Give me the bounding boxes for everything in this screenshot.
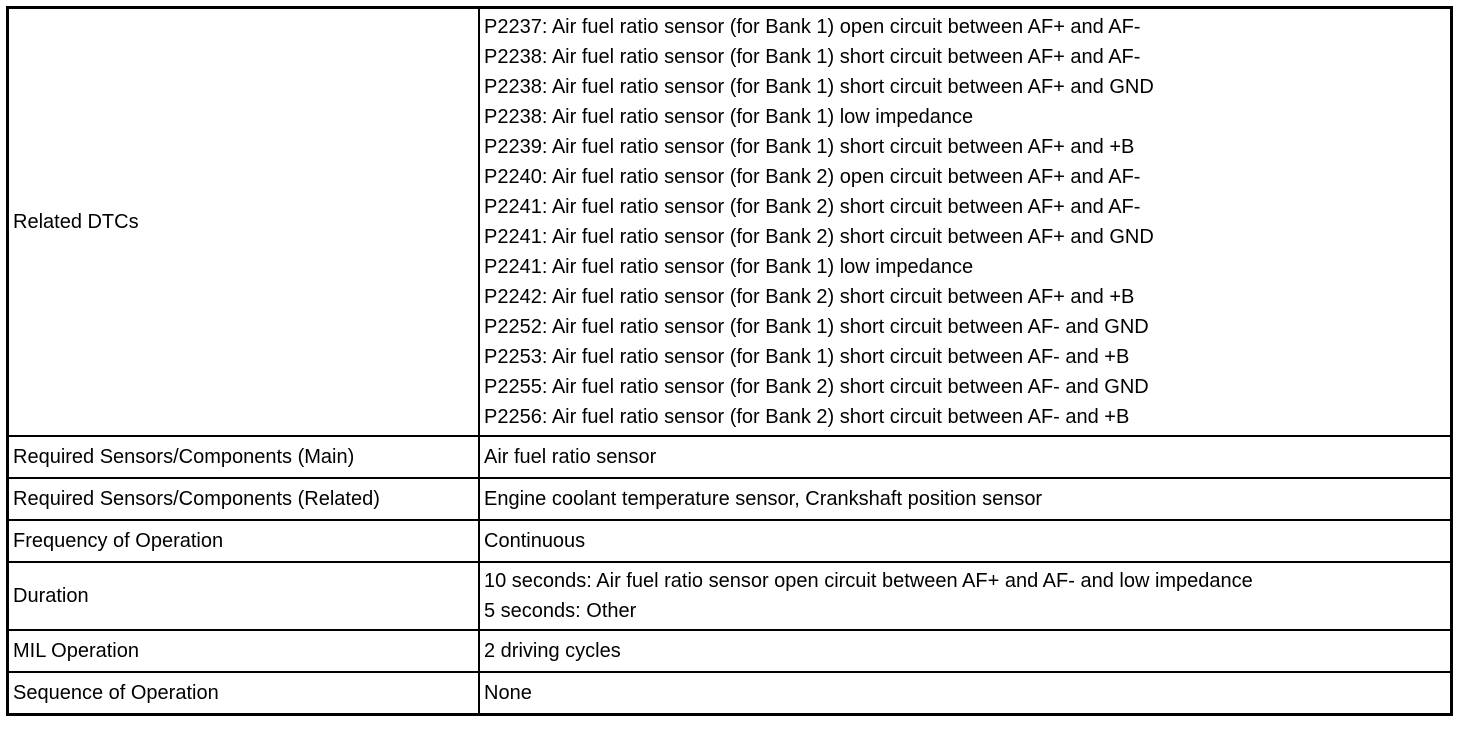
dtc-line: P2242: Air fuel ratio sensor (for Bank 2) short circuit between AF+ and +B [484, 286, 1135, 308]
duration-line: 5 seconds: Other [484, 600, 637, 622]
table-row-frequency [8, 520, 1452, 562]
row-label: Required Sensors/Components (Main) [8, 436, 480, 478]
dtc-line: P2238: Air fuel ratio sensor (for Bank 1) low impedance [484, 106, 974, 128]
row-label: Sequence of Operation [8, 672, 480, 715]
dtc-line: P2252: Air fuel ratio sensor (for Bank 1) short circuit between AF- and GND [484, 316, 1149, 338]
row-value [479, 562, 1452, 630]
monitor-spec-table [6, 6, 1453, 716]
table-row-required-main [8, 436, 1452, 478]
dtc-line: P2241: Air fuel ratio sensor (for Bank 2) short circuit between AF+ and AF- [484, 196, 1141, 218]
dtc-line: P2241: Air fuel ratio sensor (for Bank 2) short circuit between AF+ and GND [484, 226, 1154, 248]
dtc-line: P2238: Air fuel ratio sensor (for Bank 1) short circuit between AF+ and GND [484, 76, 1154, 98]
dtc-line: P2256: Air fuel ratio sensor (for Bank 2) short circuit between AF- and +B [484, 406, 1130, 428]
row-label: Duration [8, 562, 480, 630]
dtc-line: P2253: Air fuel ratio sensor (for Bank 1) short circuit between AF- and +B [484, 346, 1130, 368]
row-value [479, 8, 1452, 437]
row-value: None [479, 672, 1452, 715]
row-value: 2 driving cycles [479, 630, 1452, 672]
table-row-duration [8, 562, 1452, 630]
row-label: Related DTCs [8, 8, 480, 437]
dtc-line: P2255: Air fuel ratio sensor (for Bank 2) short circuit between AF- and GND [484, 376, 1149, 398]
dtc-line: P2237: Air fuel ratio sensor (for Bank 1) open circuit between AF+ and AF- [484, 16, 1141, 38]
table-row-related-dtcs [8, 8, 1452, 437]
row-value: Engine coolant temperature sensor, Crankshaft position sensor [479, 478, 1452, 520]
table-row-sequence [8, 672, 1452, 715]
table-row-mil-operation [8, 630, 1452, 672]
row-value: Air fuel ratio sensor [479, 436, 1452, 478]
duration-line: 10 seconds: Air fuel ratio sensor open circuit between AF+ and AF- and low impedance [484, 570, 1253, 592]
dtc-line: P2238: Air fuel ratio sensor (for Bank 1) short circuit between AF+ and AF- [484, 46, 1141, 68]
dtc-line: P2241: Air fuel ratio sensor (for Bank 1) low impedance [484, 256, 974, 278]
row-value: Continuous [479, 520, 1452, 562]
dtc-line: P2240: Air fuel ratio sensor (for Bank 2) open circuit between AF+ and AF- [484, 166, 1141, 188]
row-label: MIL Operation [8, 630, 480, 672]
row-label: Frequency of Operation [8, 520, 480, 562]
row-label: Required Sensors/Components (Related) [8, 478, 480, 520]
dtc-line: P2239: Air fuel ratio sensor (for Bank 1) short circuit between AF+ and +B [484, 136, 1135, 158]
table-row-required-related [8, 478, 1452, 520]
